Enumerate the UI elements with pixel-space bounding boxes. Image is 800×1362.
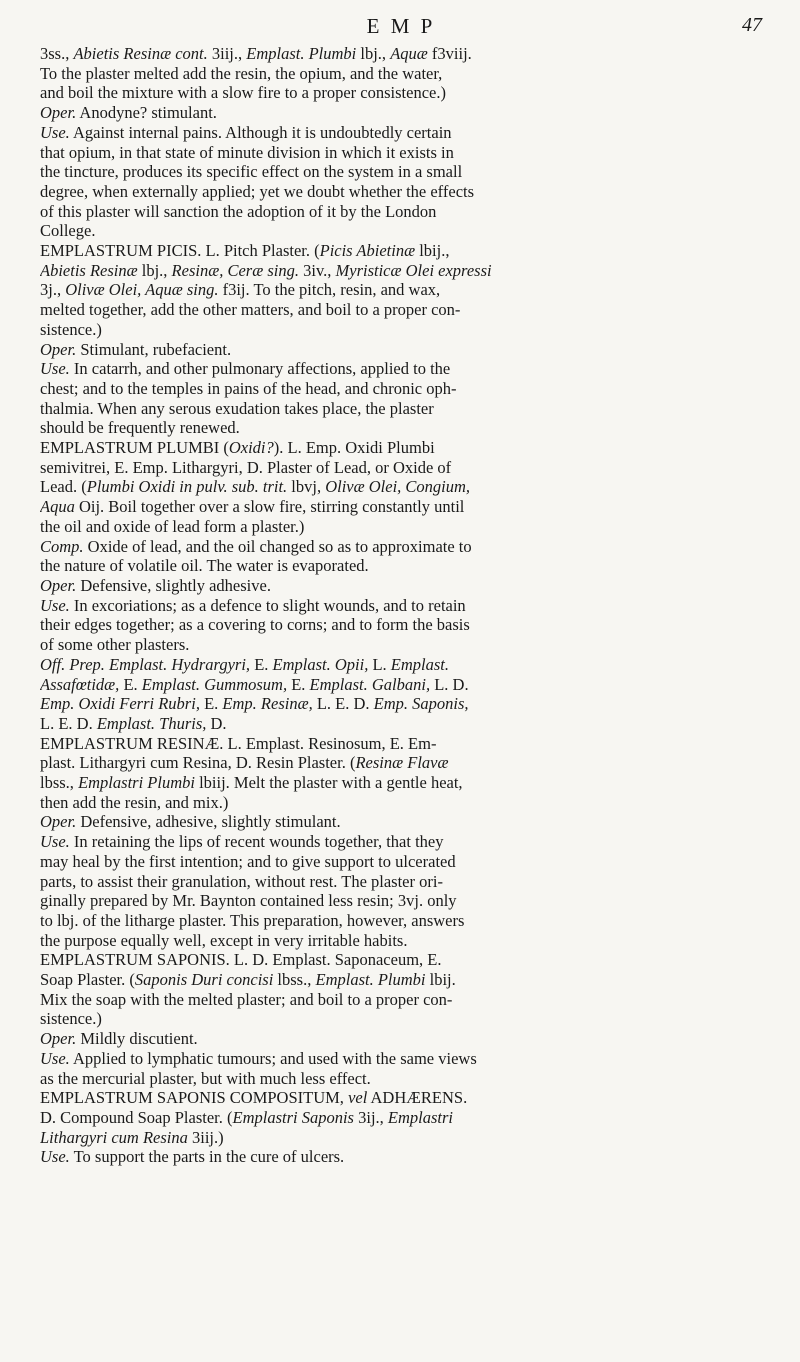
entry-resin-plaster xyxy=(40,734,762,951)
running-head xyxy=(40,14,762,38)
text-run: Anodyne? stimulant. xyxy=(76,103,217,123)
text-line xyxy=(40,694,762,714)
text-line xyxy=(40,615,762,635)
text-run: ginally prepared by Mr. Baynton contained less resin; 3vj. only xyxy=(40,891,457,911)
text-run: Defensive, slightly adhesive. xyxy=(76,575,271,595)
text-run: L. E. D. xyxy=(312,694,374,714)
text-run: L. D. xyxy=(430,674,469,694)
italic-run: Resinæ Flavæ xyxy=(355,753,449,773)
text-line xyxy=(40,950,762,970)
italic-run: Myristicæ Olei expressi xyxy=(335,260,492,280)
italic-run: Emplastri Saponis xyxy=(232,1107,354,1127)
text-line xyxy=(40,438,762,458)
italic-run: Use. xyxy=(40,1048,70,1068)
text-run: In retaining the lips of recent wounds together, that they xyxy=(69,832,444,852)
text-line xyxy=(40,832,762,852)
italic-run: Emplast. xyxy=(390,654,450,674)
text-line xyxy=(40,221,762,241)
text-run: Lead. ( xyxy=(40,477,87,497)
italic-run: Oper. xyxy=(40,575,77,595)
text-run: To support the parts in the cure of ulcers. xyxy=(69,1147,345,1167)
text-line xyxy=(40,753,762,773)
italic-run: Oper. xyxy=(40,339,77,359)
text-run: as the mercurial plaster, but with much less effect. xyxy=(40,1068,371,1088)
entry-pitch-plaster xyxy=(40,241,762,438)
italic-run: Comp. xyxy=(40,536,84,556)
text-line xyxy=(40,123,762,143)
italic-run: Emplast. Gummosum, xyxy=(141,674,288,694)
text-line xyxy=(40,891,762,911)
text-run: Against internal pains. Although it is undoubtedly certain xyxy=(69,122,452,142)
text-run: 3iij., xyxy=(207,44,247,63)
text-line xyxy=(40,1069,762,1089)
text-run: Oxide of lead, and the oil changed so as to approximate to xyxy=(83,536,472,556)
text-run: D. xyxy=(206,713,227,733)
text-run: L. E. D. xyxy=(40,713,97,733)
text-line xyxy=(40,911,762,931)
text-run: the oil and oxide of lead form a plaster.) xyxy=(40,516,305,536)
text-run: lbiij. Melt the plaster with a gentle heat, xyxy=(194,773,463,793)
text-line xyxy=(40,340,762,360)
text-run: Mix the soap with the melted plaster; and boil to a proper con- xyxy=(40,989,453,1009)
italic-run: Emp. Oxidi Ferri Rubri, xyxy=(40,694,200,714)
text-run: EMPLASTRUM PLUMBI ( xyxy=(40,438,229,458)
italic-run: Lithargyri cum Resina xyxy=(40,1127,188,1147)
text-run: To the plaster melted add the resin, the opium, and the water, xyxy=(40,63,443,83)
text-run: Applied to lymphatic tumours; and used with the same views xyxy=(69,1048,477,1068)
text-line xyxy=(40,162,762,182)
text-line xyxy=(40,1147,762,1167)
italic-run: Assafœtidæ, xyxy=(40,674,120,694)
text-run: lbvj, xyxy=(287,477,326,497)
text-run: In catarrh, and other pulmonary affections, applied to the xyxy=(69,359,451,379)
entry-compound-soap-plaster xyxy=(40,1088,762,1167)
text-line xyxy=(40,261,762,281)
text-run: lbij., xyxy=(415,241,450,261)
text-run: lbj., xyxy=(356,44,391,63)
text-line xyxy=(40,714,762,734)
text-line xyxy=(40,399,762,419)
text-run: f3ij. To the pitch, resin, and wax, xyxy=(218,280,441,300)
text-line xyxy=(40,320,762,340)
text-run: lbij. xyxy=(425,970,456,990)
text-run: Mildly discutient. xyxy=(76,1029,198,1049)
text-line xyxy=(40,1128,762,1148)
text-line xyxy=(40,458,762,478)
text-line xyxy=(40,576,762,596)
text-line xyxy=(40,773,762,793)
text-line xyxy=(40,734,762,754)
text-run: L. xyxy=(368,654,391,674)
text-run: ADHÆRENS. xyxy=(367,1088,468,1108)
text-line xyxy=(40,280,762,300)
italic-run: Emp. Saponis, xyxy=(373,694,469,714)
text-line xyxy=(40,596,762,616)
italic-run: Use. xyxy=(40,1147,70,1167)
text-run: 3j., xyxy=(40,280,66,300)
text-line xyxy=(40,1088,762,1108)
italic-run: Emplast. Thuris, xyxy=(96,713,207,733)
text-run: E. xyxy=(199,694,223,714)
text-line xyxy=(40,1049,762,1069)
text-line xyxy=(40,182,762,202)
text-line xyxy=(40,517,762,537)
text-run: D. Compound Soap Plaster. ( xyxy=(40,1107,233,1127)
italic-run: Oxidi? xyxy=(228,438,274,458)
text-run: E. xyxy=(250,654,273,674)
italic-run: Emplast. Opii, xyxy=(272,654,369,674)
text-run: EMPLASTRUM SAPONIS COMPOSITUM, xyxy=(40,1088,349,1108)
text-run: and boil the mixture with a slow fire to a proper consistence.) xyxy=(40,83,446,103)
text-run: thalmia. When any serous exudation takes place, the plaster xyxy=(40,398,434,418)
text-run: Defensive, adhesive, slightly stimulant. xyxy=(76,812,341,832)
italic-run: Oper. xyxy=(40,1029,77,1049)
text-line xyxy=(40,1009,762,1029)
text-run: then add the resin, and mix.) xyxy=(40,792,229,812)
page-number: 47 xyxy=(742,14,762,36)
text-line xyxy=(40,655,762,675)
italic-run: Oper. xyxy=(40,103,77,123)
text-run: chest; and to the temples in pains of the head, and chronic oph- xyxy=(40,378,457,398)
text-run: 3ij., xyxy=(353,1107,388,1127)
italic-run: Emplastri xyxy=(387,1107,453,1127)
italic-run: Emplast. Plumbi xyxy=(315,970,426,990)
text-run: Oij. Boil together over a slow fire, stirring constantly until xyxy=(74,497,465,517)
text-line xyxy=(40,537,762,557)
text-run: melted together, add the other matters, and boil to a proper con- xyxy=(40,300,461,320)
italic-run: Olivæ Olei, Aquæ sing. xyxy=(65,280,219,300)
text-run: that opium, in that state of minute division in which it exists in xyxy=(40,142,454,162)
text-run: Soap Plaster. ( xyxy=(40,970,135,990)
italic-run: vel xyxy=(348,1088,368,1108)
italic-run: Aqua xyxy=(40,497,75,517)
text-line xyxy=(40,852,762,872)
italic-run: Emplast. Hydrargyri, xyxy=(109,654,251,674)
text-run: plast. Lithargyri cum Resina, D. Resin Plaster. ( xyxy=(40,753,356,773)
text-run: should be frequently renewed. xyxy=(40,418,240,438)
text-line xyxy=(40,1108,762,1128)
entry-opium-plaster-continued xyxy=(40,44,762,241)
text-run: may heal by the first intention; and to give support to ulcerated xyxy=(40,851,456,871)
text-line xyxy=(40,970,762,990)
text-run: In excoriations; as a defence to slight wounds, and to retain xyxy=(69,595,466,615)
text-run: degree, when externally applied; yet we doubt whether the effects xyxy=(40,181,475,201)
text-run: of this plaster will sanction the adoption of it by the London xyxy=(40,201,437,221)
text-run: E. xyxy=(287,674,310,694)
text-line xyxy=(40,103,762,123)
text-run: of some other plasters. xyxy=(40,635,190,655)
text-line xyxy=(40,556,762,576)
text-line xyxy=(40,241,762,261)
italic-run: Use. xyxy=(40,595,70,615)
entry-soap-plaster xyxy=(40,950,762,1088)
text-line xyxy=(40,477,762,497)
text-run: EMPLASTRUM PICIS. L. Pitch Plaster. ( xyxy=(40,241,320,261)
text-line xyxy=(40,83,762,103)
text-line xyxy=(40,418,762,438)
text-run: E. xyxy=(119,674,142,694)
text-run: College. xyxy=(40,221,96,241)
text-line xyxy=(40,1029,762,1049)
entry-lead-plaster xyxy=(40,438,762,734)
text-run: parts, to assist their granulation, without rest. The plaster ori- xyxy=(40,871,443,891)
italic-run: Off. Prep. xyxy=(40,654,105,674)
text-run: 3ss., xyxy=(40,44,74,63)
italic-run: Use. xyxy=(40,832,70,852)
italic-run: Emplast. Plumbi xyxy=(246,44,357,63)
italic-run: Picis Abietinæ xyxy=(319,241,416,261)
text-run: the purpose equally well, except in very irritable habits. xyxy=(40,930,408,950)
italic-run: Resinæ, Ceræ sing. xyxy=(171,260,299,280)
text-run: semivitrei, E. Emp. Lithargyri, D. Plaster of Lead, or Oxide of xyxy=(40,457,452,477)
text-line xyxy=(40,990,762,1010)
text-run: the nature of volatile oil. The water is evaporated. xyxy=(40,556,369,576)
italic-run: Saponis Duri concisi xyxy=(134,970,274,990)
italic-run: Use. xyxy=(40,122,70,142)
italic-run: Emplastri Plumbi xyxy=(78,773,195,793)
text-run: the tincture, produces its specific effect on the system in a small xyxy=(40,162,463,182)
text-line xyxy=(40,359,762,379)
italic-run: Oper. xyxy=(40,812,77,832)
text-run: lbss., xyxy=(273,970,316,990)
text-run: Stimulant, rubefacient. xyxy=(76,339,232,359)
text-run: EMPLASTRUM RESINÆ. L. Emplast. Resinosum, E. Em- xyxy=(40,733,437,753)
text-run: EMPLASTRUM SAPONIS. L. D. Emplast. Saponaceum, E. xyxy=(40,950,442,970)
running-head-title: E M P xyxy=(366,14,436,38)
text-line xyxy=(40,872,762,892)
italic-run: Emp. Resinæ, xyxy=(222,694,313,714)
italic-run: Abietis Resinæ cont. xyxy=(73,44,208,63)
italic-run: Olivæ Olei, Congium, xyxy=(325,477,471,497)
text-run: f3viij. xyxy=(427,44,472,63)
body-text xyxy=(40,44,762,1167)
text-line xyxy=(40,675,762,695)
text-run: 3iv., xyxy=(298,260,336,280)
italic-run: Plumbi Oxidi in pulv. sub. trit. xyxy=(86,477,288,497)
text-run: sistence.) xyxy=(40,1009,102,1029)
italic-run: Use. xyxy=(40,359,70,379)
text-run: to lbj. of the litharge plaster. This preparation, however, answers xyxy=(40,910,465,930)
text-line xyxy=(40,202,762,222)
text-run: ). L. Emp. Oxidi Plumbi xyxy=(273,438,435,458)
text-line xyxy=(40,635,762,655)
text-line xyxy=(40,64,762,84)
text-run: lbj., xyxy=(137,260,172,280)
text-line xyxy=(40,379,762,399)
text-run: their edges together; as a covering to corns; and to form the basis xyxy=(40,615,470,635)
italic-run: Abietis Resinæ xyxy=(40,260,138,280)
text-run: sistence.) xyxy=(40,319,102,339)
text-line xyxy=(40,793,762,813)
italic-run: Aquæ xyxy=(390,44,428,63)
text-run: 3iij.) xyxy=(187,1127,224,1147)
text-line xyxy=(40,497,762,517)
text-line xyxy=(40,931,762,951)
text-line xyxy=(40,44,762,64)
text-line xyxy=(40,143,762,163)
text-run: lbss., xyxy=(40,773,79,793)
text-line xyxy=(40,812,762,832)
italic-run: Emplast. Galbani, xyxy=(309,674,431,694)
text-line xyxy=(40,300,762,320)
